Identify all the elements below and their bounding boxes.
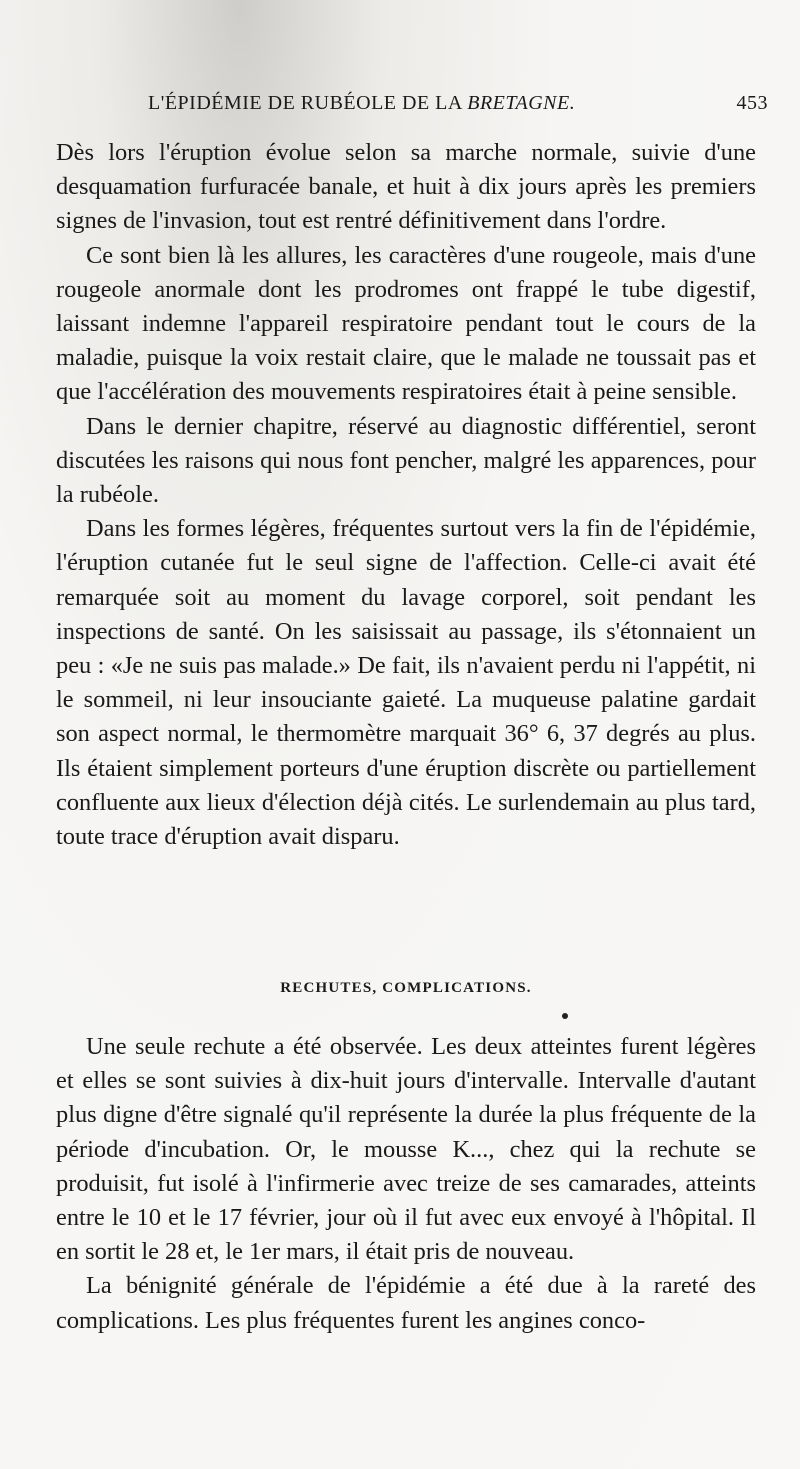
paragraph: Dès lors l'éruption évolue selon sa marche normale, suivie d'une desquamation furfuracée banale, et huit à dix jours après les premiers signes de l'invasion, tout est rentré définitivement dans l'ordre. [56,139,756,235]
running-head-title-italic: BRETAGNE. [467,92,576,114]
running-head-title-main: L'ÉPIDÉMIE DE RUBÉOLE DE LA [148,92,468,114]
paragraph: Ce sont bien là les allures, les caractères d'une rougeole, mais d'une rougeole anormale dont les prodromes ont frappé le tube digestif, laissant indemne l'appareil respiratoire pendant tout le cours de la maladie, puisque la voix restait claire, que le malade ne toussait pas et que l'accélération des mouvements respiratoires était à peine sensible. [56,241,756,406]
page-number: 453 [736,92,768,114]
main-text-block [56,136,756,854]
paragraph: Dans le dernier chapitre, réservé au diagnostic différentiel, seront discutées les raisons qui nous font pencher, malgré les apparences, pour la rubéole. [56,412,756,509]
paragraph: Dans les formes légères, fréquentes surtout vers la fin de l'épidémie, l'éruption cutanée fut le seul signe de l'affection. Celle-ci avait été remarquée soit au moment du lavage corporel, soit pendant les inspections de santé. On les saisissait au passage, ils s'étonnaient un peu : «Je ne suis pas malade.» De fait, ils n'avaient perdu ni l'appétit, ni le sommeil, ni leur insouciante gaieté. La muqueuse palatine gardait son aspect normal, le thermomètre marquait 36° 6, 37 degrés au plus. Ils étaient simplement porteurs d'une éruption discrète ou partiellement confluente aux lieux d'élection déjà cités. Le surlendemain au plus tard, toute trace d'éruption avait disparu. [56,515,756,851]
paragraph: Une seule rechute a été observée. Les deux atteintes furent légères et elles se sont suivies à dix-huit jours d'intervalle. Intervalle d'autant plus digne d'être signalé qu'il représente la durée la plus fréquente de la période d'incubation. Or, le mousse K..., chez qui la rechute se produisit, fut isolé à l'infirmerie avec treize de ses camarades, atteints entre le 10 et le 17 février, jour où il fut avec eux envoyé à l'hôpital. Il en sortit le 28 et, le 1er mars, il était pris de nouveau. [56,1033,756,1266]
running-head [148,92,768,122]
section-heading: RECHUTES, COMPLICATIONS. [280,980,532,996]
paragraph: La bénignité générale de l'épidémie a été due à la rareté des complications. Les plus fréquentes furent les angines conco- [56,1272,756,1334]
ink-dot-mark [562,1013,568,1019]
section-text-block [56,1030,756,1338]
running-head-title [148,92,575,115]
